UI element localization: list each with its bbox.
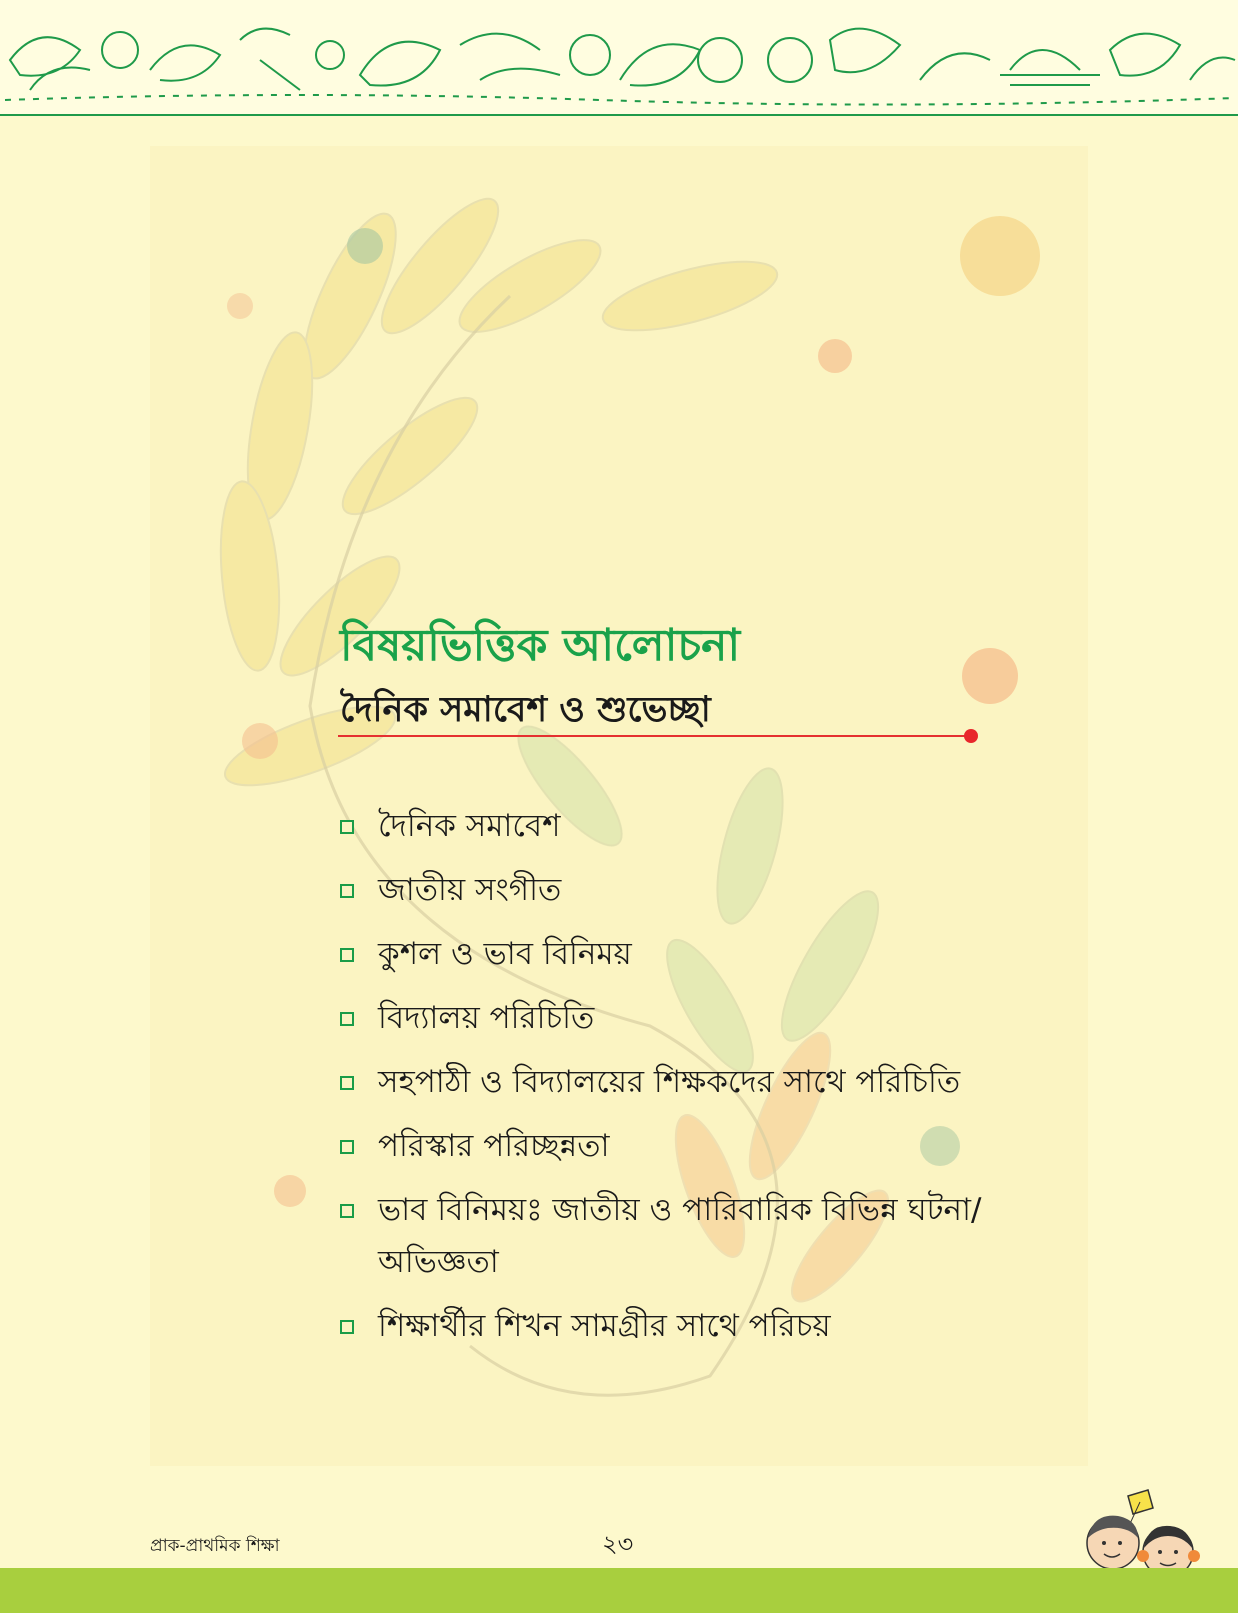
topic-text: পরিস্কার পরিচ্ছন্নতা [378, 1128, 610, 1164]
topic-text: দৈনিক সমাবেশ [378, 808, 561, 844]
topic-text: শিক্ষার্থীর শিখন সামগ্রীর সাথে পরিচয় [378, 1308, 831, 1344]
list-item [338, 1300, 1098, 1352]
list-item [338, 1056, 1098, 1108]
section-title: বিষয়ভিত্তিক আলোচনা [340, 620, 741, 671]
square-bullet-icon [340, 1204, 354, 1218]
section-subtitle: দৈনিক সমাবেশ ও শুভেচ্ছা [340, 690, 711, 730]
square-bullet-icon [340, 884, 354, 898]
decorative-header-border [0, 0, 1238, 116]
list-item [338, 864, 1098, 916]
square-bullet-icon [340, 1320, 354, 1334]
list-item [338, 800, 1098, 852]
square-bullet-icon [340, 820, 354, 834]
list-item [338, 928, 1098, 980]
page-number: ২৩ [602, 1530, 634, 1558]
topic-text: ভাব বিনিময়ঃ জাতীয় ও পারিবারিক বিভিন্ন ঘটনা/অভিজ্ঞতা [378, 1192, 982, 1280]
footer-bar [0, 1568, 1238, 1613]
title-divider [338, 735, 970, 737]
topic-text: বিদ্যালয় পরিচিতি [378, 1000, 595, 1036]
leaf-border-illustration [0, 0, 1238, 114]
list-item [338, 1120, 1098, 1172]
square-bullet-icon [340, 1012, 354, 1026]
list-item [338, 992, 1098, 1044]
square-bullet-icon [340, 948, 354, 962]
square-bullet-icon [340, 1140, 354, 1154]
topic-text: সহপাঠী ও বিদ্যালয়ের শিক্ষকদের সাথে পরিচিতি [378, 1064, 961, 1100]
topic-text: জাতীয় সংগীত [378, 872, 562, 908]
square-bullet-icon [340, 1076, 354, 1090]
topic-text: কুশল ও ভাব বিনিময় [378, 936, 632, 972]
topic-list [338, 800, 1098, 1364]
list-item [338, 1184, 1098, 1288]
divider-dot [964, 729, 978, 743]
book-title: প্রাক-প্রাথমিক শিক্ষা [150, 1536, 280, 1556]
